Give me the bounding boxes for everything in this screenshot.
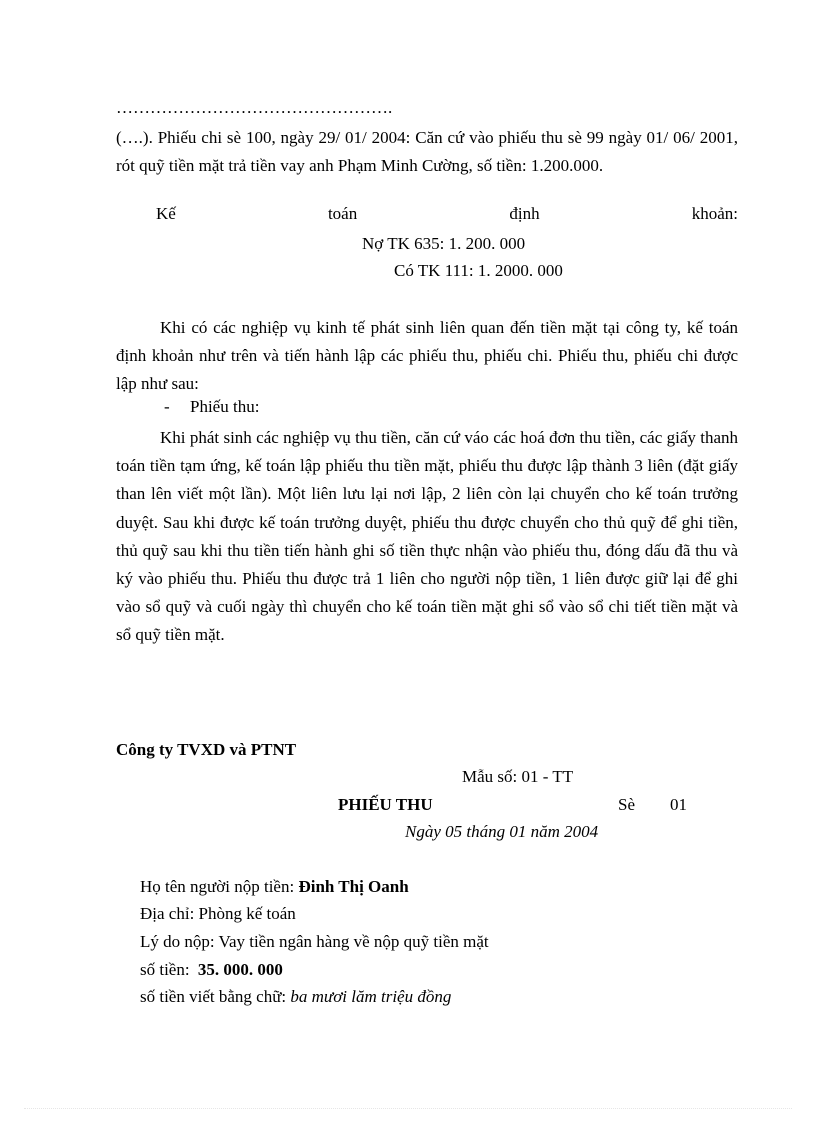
page-bottom-rule bbox=[24, 1108, 792, 1109]
debit-entry: Nợ TK 635: 1. 200. 000 bbox=[362, 234, 526, 253]
heading-word: toán bbox=[327, 204, 358, 223]
heading-word: khoản: bbox=[691, 204, 738, 223]
payer-row bbox=[140, 877, 409, 897]
reason-row: Lý do nộp: Vay tiền ngân hàng về nộp quỹ tiền mặt bbox=[140, 932, 489, 951]
address-row: Địa chỉ: Phòng kế toán bbox=[140, 904, 296, 923]
company-name: Công ty TVXD và PTNT bbox=[116, 740, 297, 759]
form-number: Mẫu số: 01 - TT bbox=[462, 767, 574, 786]
receipt-title: PHIẾU THU bbox=[338, 795, 433, 814]
amount-label: số tiền: bbox=[140, 960, 190, 979]
amount-words-row bbox=[140, 987, 451, 1007]
dotted-line: …………………………………………. bbox=[116, 98, 393, 117]
amount-row bbox=[140, 960, 283, 980]
intro-paragraph: Khi có các nghiệp vụ kinh tế phát sinh liên quan đến tiền mặt tại công ty, kế toán định khoản như trên và tiến hành lập các phiếu thu, phiếu chi. Phiếu thu, phiếu chi được lập như sau: bbox=[116, 318, 738, 394]
payer-name: Đinh Thị Oanh bbox=[298, 877, 409, 896]
receipt-number-label: Sè bbox=[618, 795, 635, 814]
receipt-number: 01 bbox=[670, 795, 687, 814]
payment-voucher-paragraph: (….). Phiếu chi sè 100, ngày 29/ 01/ 2004: Căn cứ vào phiếu thu sè 99 ngày 01/ 06/ 2001, rót quỹ tiền mặt trả tiền vay anh Phạm Minh Cường, số tiền: 1.200.000. bbox=[116, 128, 738, 176]
heading-word: Kế bbox=[156, 204, 176, 223]
amount-words-label: số tiền viết bằng chữ: bbox=[140, 987, 287, 1006]
amount-words-value: ba mươi lăm triệu đồng bbox=[290, 987, 452, 1006]
bullet-receipt-heading: Phiếu thu: bbox=[190, 397, 260, 416]
heading-word: định bbox=[509, 204, 540, 223]
receipt-process-paragraph: Khi phát sinh các nghiệp vụ thu tiền, căn cứ váo các hoá đơn thu tiền, các giấy thanh toán tiền tạm ứng, kế toán lập phiếu thu tiền mặt, phiếu thu được lập thành 3 liên (đặt giấy than lên viết một lần). Một liên lưu lại nơi lập, 2 liên còn lại chuyển cho kế toán trưởng duyệt. Sau khi được kế toán trưởng duyệt, phiếu thu được chuyển cho thủ quỹ để ghi tiền, thủ quỹ sau khi thu tiền tiến hành ghi số tiền thực nhận vào phiếu thu, đóng dấu đã thu và ký vào phiếu thu. Phiếu thu được trả 1 liên cho người nộp tiền, 1 liên được giữ lại để ghi vào sổ quỹ và cuối ngày thì chuyển cho kế toán tiền mặt ghi sổ vào sổ chi tiết tiền mặt và sổ quỹ tiền mặt. bbox=[116, 428, 738, 645]
credit-entry: Có TK 111: 1. 2000. 000 bbox=[394, 261, 563, 280]
amount-value: 35. 000. 000 bbox=[197, 960, 283, 979]
accounting-entry-heading bbox=[116, 204, 738, 224]
bullet-dash: - bbox=[164, 397, 170, 416]
receipt-date: Ngày 05 tháng 01 năm 2004 bbox=[405, 822, 599, 841]
payer-label: Họ tên người nộp tiền: bbox=[140, 877, 295, 896]
